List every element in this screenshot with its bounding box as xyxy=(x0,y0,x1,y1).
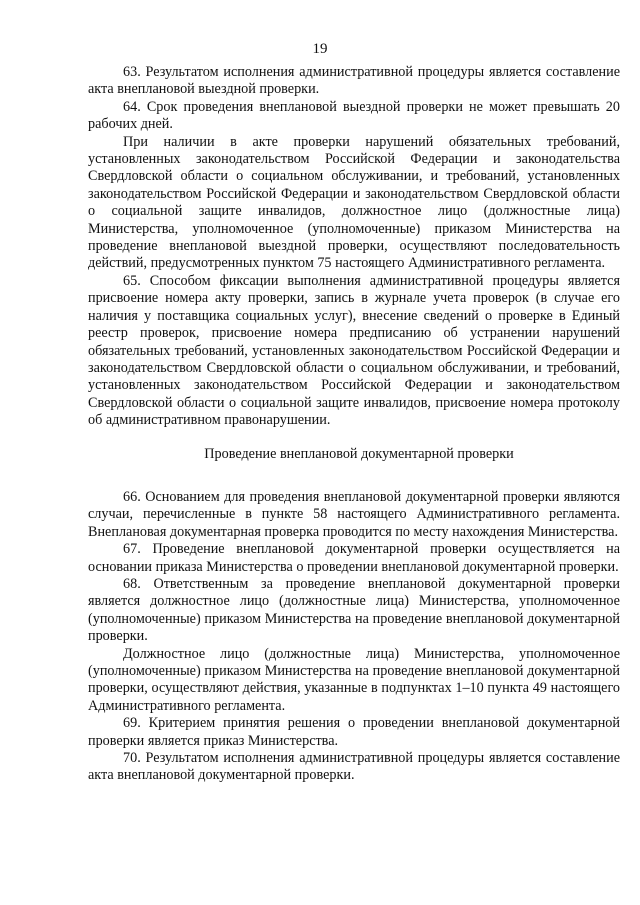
paragraph-68: 68. Ответственным за проведение внеплановой документарной проверки является должностное лицо (должностные лица) Министерства, уполномоченное (уполномоченные) приказом Министерства на проведение внеплановой документарной проверки. xyxy=(88,575,620,645)
paragraph-70: 70. Результатом исполнения административной процедуры является составление акта внеплановой документарной проверки. xyxy=(88,750,620,784)
section-heading: Проведение внеплановой документарной проверки xyxy=(204,445,514,462)
paragraph-69: 69. Критерием принятия решения о проведении внеплановой документарной проверки является приказ Министерства. xyxy=(88,715,620,749)
paragraph-67: 67. Проведение внеплановой документарной проверки осуществляется на основании приказа Министерства о проведении внеплановой документарной проверки. xyxy=(88,541,620,575)
paragraph-63: 63. Результатом исполнения административной процедуры является составление акта внеплановой выездной проверки. xyxy=(88,64,620,98)
page-number: 19 xyxy=(312,41,328,57)
paragraph-responsible-actions: Должностное лицо (должностные лица) Министерства, уполномоченное (уполномоченные) приказом Министерства на проведение внеплановой документарной проверки, осуществляют действия, указанные в подпунктах 1–10 пункта 49 настоящего Административного регламента. xyxy=(88,645,620,714)
document-body xyxy=(88,64,620,785)
paragraph-violations: При наличии в акте проверки нарушений обязательных требований, установленных законодательством Российской Федерации и законодательства Свердловской области о социальном обслуживании, и требований, установленных законодательством Российской Федерации и законодательством Свердловской области о социальной защите инвалидов, должностное лицо (должностные лица) Министерства, уполномоченное (уполномоченные) приказом Министерства на проведение внеплановой выездной проверки, осуществляют последовательность действий, предусмотренных пунктом 75 настоящего Административного регламента. xyxy=(88,133,620,272)
paragraph-65: 65. Способом фиксации выполнения административной процедуры является присвоение номера акту проверки, запись в журнале учета проверок (в случае его наличия у поставщика социальных услуг), внесение сведений о проверке в Единый реестр проверок, присвоение номера предписанию об устранении нарушений обязательных требований, установленных законодательством Российской Федерации и законодательством Свердловской области о социальном обслуживании, и требований, установленных законодательством Российской Федерации и законодательством Свердловской области о социальной защите инвалидов, присвоение номера протоколу об административном правонарушении. xyxy=(88,272,620,429)
paragraph-66: 66. Основанием для проведения внеплановой документарной проверки являются случаи, перечисленные в пункте 58 настоящего Административного регламента. Внеплановая документарная проверка проводится по месту нахождения Министерства. xyxy=(88,488,620,540)
paragraph-64: 64. Срок проведения внеплановой выездной проверки не может превышать 20 рабочих дней. xyxy=(88,98,620,133)
